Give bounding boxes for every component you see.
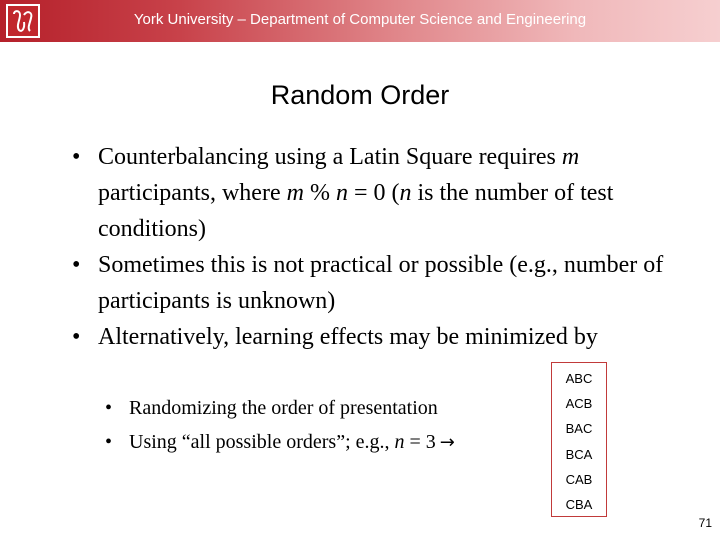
bullet-marker: • [72, 144, 81, 170]
bullet-text: Sometimes this is not practical or possible (e.g., number of participants is unknown) [98, 252, 664, 314]
order-item: ACB [565, 396, 593, 411]
bullet-marker: • [72, 324, 81, 350]
sub-bullet-item [105, 391, 545, 425]
page-number: 71 [698, 516, 712, 530]
sub-bullet-text: Using “all possible orders”; e.g., n = 3 → [129, 431, 455, 453]
right-arrow-icon: → [439, 432, 455, 453]
bullet-marker: • [105, 431, 113, 453]
sub-bullet-item [105, 425, 545, 459]
bullet-marker: • [105, 397, 113, 419]
header-bar [0, 0, 720, 42]
order-item: BCA [565, 447, 593, 462]
bullet-item [72, 139, 682, 247]
bullet-text: Counterbalancing using a Latin Square requires m participants, where m % n = 0 (n is the number of test conditions) [98, 144, 614, 242]
bullet-item [72, 247, 682, 319]
order-item: CAB [565, 472, 593, 487]
slide-title: Random Order [270, 80, 450, 110]
sub-bullet-text: Randomizing the order of presentation [129, 397, 438, 419]
order-item: BAC [565, 421, 593, 436]
header-title: York University – Department of Computer Science and Engineering [133, 11, 587, 28]
bullet-marker: • [72, 252, 81, 278]
orders-box [551, 362, 607, 517]
order-item: CBA [565, 497, 593, 512]
order-item: ABC [565, 371, 593, 386]
bullet-text: Alternatively, learning effects may be minimized by [98, 324, 598, 350]
